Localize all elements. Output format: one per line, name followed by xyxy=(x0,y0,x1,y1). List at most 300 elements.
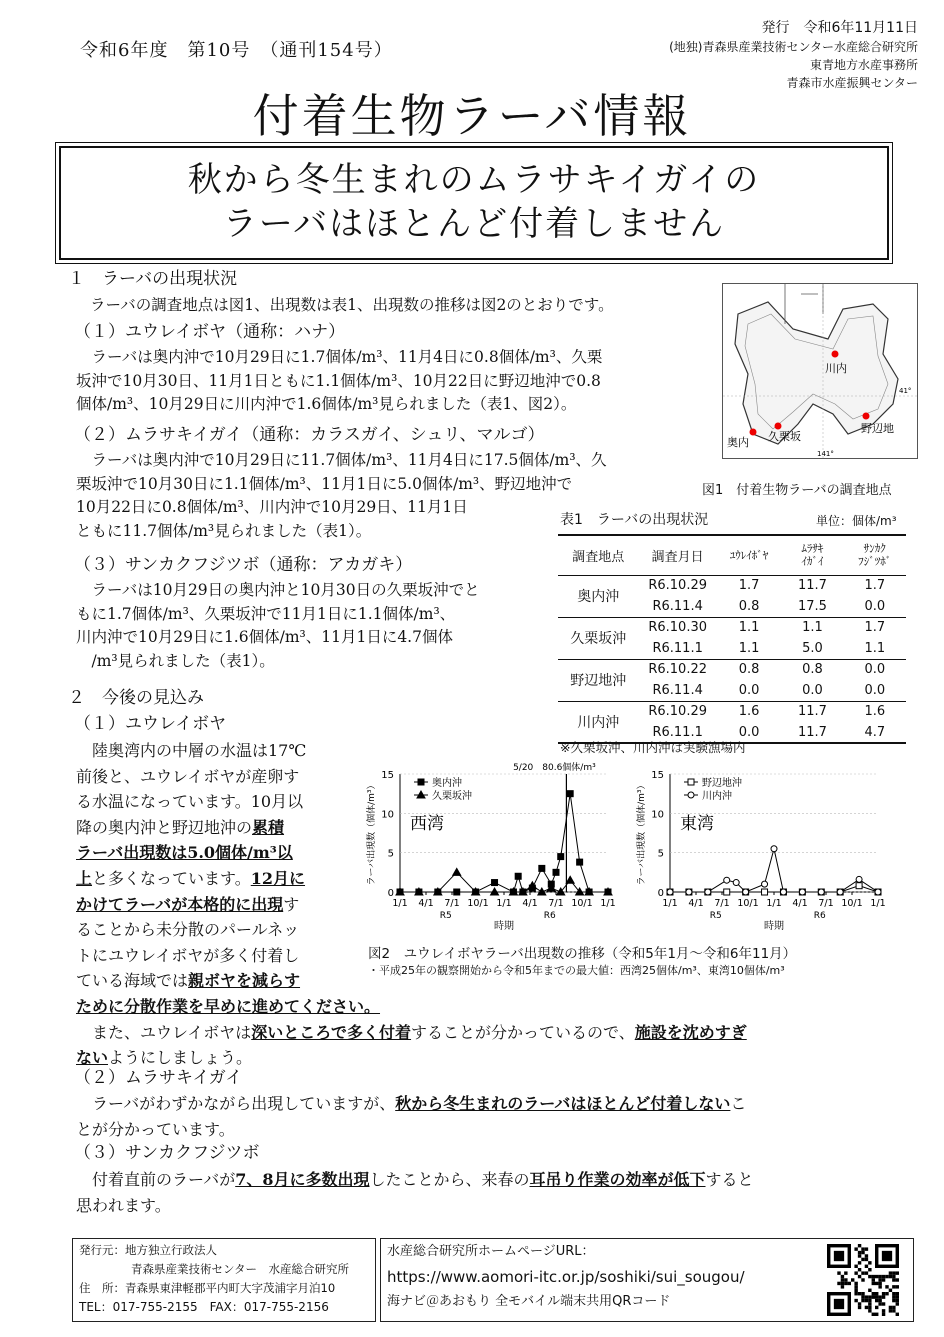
text-line: ラーバは奥内沖で10月29日に1.7個体/m³、11月4日に0.8個体/m³、久栗 xyxy=(76,348,603,366)
qr-code-icon[interactable] xyxy=(827,1244,899,1316)
data-point xyxy=(724,877,730,883)
inset-lines xyxy=(785,284,823,324)
qr-module xyxy=(872,1275,875,1278)
data-point xyxy=(875,889,881,895)
x-tick-label: 10/1 xyxy=(467,898,489,909)
qr-module xyxy=(896,1295,899,1298)
qr-module xyxy=(889,1289,892,1292)
survey-map xyxy=(722,283,918,459)
emphasis-above: 上 xyxy=(76,868,93,888)
qr-module xyxy=(858,1251,861,1254)
qr-module xyxy=(882,1295,885,1298)
x-tick-label: 10/1 xyxy=(841,898,863,909)
qr-module xyxy=(861,1258,864,1261)
text-line: もに1.7個体/m³、久栗坂沖で11月1日に1.1個体/m³、 xyxy=(76,604,456,623)
qr-module xyxy=(868,1306,871,1309)
qr-module xyxy=(878,1302,881,1305)
year-label: R6 xyxy=(543,911,556,921)
text-line: /m³見られました（表1）。 xyxy=(76,651,275,670)
s2-sub1-text-cont xyxy=(76,994,916,1071)
x-tick-label: 7/1 xyxy=(818,898,834,909)
map-label-kuguriza: 久栗坂 xyxy=(768,430,801,443)
x-tick-label: 1/1 xyxy=(496,898,512,909)
qr-module xyxy=(865,1258,868,1261)
qr-module xyxy=(875,1282,878,1285)
text-run: 降の奥内沖と野辺地沖の xyxy=(76,817,253,837)
page-title: 付着生物ラーバ情報 xyxy=(252,89,692,143)
legend-marker xyxy=(688,792,694,798)
qr-module xyxy=(844,1282,847,1285)
qr-module xyxy=(882,1309,885,1312)
legend-label: 久栗坂沖 xyxy=(432,791,472,802)
qr-module xyxy=(868,1268,871,1271)
text-line: ラーバは奥内沖で10月29日に11.7個体/m³、11月4日に17.5個体/m³、久 xyxy=(76,451,607,469)
data-point xyxy=(515,873,521,879)
qr-module xyxy=(875,1292,878,1295)
qr-module xyxy=(878,1285,881,1288)
date-cell: R6.10.29 xyxy=(648,704,707,720)
qr-module xyxy=(892,1285,895,1288)
qr-module xyxy=(878,1295,881,1298)
x-tick-label: 4/1 xyxy=(522,898,538,909)
qr-module xyxy=(854,1282,857,1285)
s2-sub1-heading: （１）ユウレイボヤ xyxy=(74,714,227,734)
text-line xyxy=(76,892,366,918)
issue-number: 令和6年度 第10号 （通刊154号） xyxy=(80,40,393,61)
headline-line-2: ラーバはほとんど付着しません xyxy=(222,204,726,244)
publisher-label: 発行元：地方独立行政法人 xyxy=(79,1243,217,1257)
qr-module xyxy=(861,1292,864,1295)
footer-web xyxy=(380,1238,914,1322)
org-research: (地独)青森県産業技術センター水産総合研究所 xyxy=(669,40,918,54)
value-cell: 0.0 xyxy=(864,682,886,698)
table-caption: 表1 ラーバの出現状況 xyxy=(560,512,709,528)
value-cell: 1.6 xyxy=(864,704,886,720)
table-row xyxy=(558,701,906,722)
data-point xyxy=(837,889,843,895)
headline-line-1: 秋から冬生まれのムラサキイガイの xyxy=(187,160,761,200)
qr-module xyxy=(882,1278,885,1281)
value-cell: 1.1 xyxy=(802,620,823,636)
data-point xyxy=(567,791,573,797)
qr-module xyxy=(889,1271,892,1274)
qr-module xyxy=(889,1275,892,1278)
emphasis-not: ない xyxy=(76,1048,109,1068)
qr-module xyxy=(861,1295,864,1298)
text-line xyxy=(76,866,366,892)
date-cell: R6.10.29 xyxy=(648,578,707,594)
qr-module xyxy=(892,1309,895,1312)
site-cell: 野辺地沖 xyxy=(570,673,627,689)
text-line: 坂沖で10月30日、11月1日ともに1.1個体/m³、10月22日に野辺地沖で0.8 xyxy=(76,371,601,390)
y-tick-label: 5 xyxy=(387,848,394,860)
value-cell: 0.0 xyxy=(864,598,886,614)
qr-module xyxy=(875,1306,878,1309)
col-header-site: 調査地点 xyxy=(572,549,625,565)
s2-sub3-text xyxy=(76,1167,916,1218)
table-note: ※久栗坂沖、川内沖は実験漁場内 xyxy=(560,740,746,755)
qr-module xyxy=(851,1278,854,1281)
s2-sub2-text xyxy=(76,1091,916,1142)
s2-sub1-text xyxy=(76,738,366,994)
y-axis-label: ラーバ出現数（個体/m³） xyxy=(637,780,647,886)
figure2-charts xyxy=(362,758,902,938)
s2-sub3-heading: （３）サンカクフジツボ xyxy=(74,1143,260,1163)
qr-module xyxy=(882,1302,885,1305)
emphasis-full-appearance: かけてラーバが本格的に出現 xyxy=(76,894,284,914)
text-line: ともに11.7個体/m³見られました（表1）。 xyxy=(76,521,372,540)
publisher-name: 青森県産業技術センター 水産総合研究所 xyxy=(131,1262,350,1276)
org-center: 青森市水産振興センター xyxy=(786,76,918,90)
col-header-sankaku-l2: ﾌｼﾞﾂﾎﾞ xyxy=(858,555,892,569)
text-line: とが分かっています。 xyxy=(76,1119,235,1139)
table-row xyxy=(558,617,906,638)
publisher-address: 住 所：青森県東津軽郡平内町大字茂浦字月泊10 xyxy=(79,1281,336,1295)
emphasis-line: ラーバ出現数は5.0個体/m³以 xyxy=(76,843,293,863)
qr-module xyxy=(892,1275,895,1278)
x-tick-label: 1/1 xyxy=(392,898,408,909)
data-point xyxy=(667,889,673,895)
bay-map-graphic xyxy=(723,284,917,458)
emphasis-autumn-winter: 秋から冬生まれのラーバはほとんど付着しない xyxy=(395,1094,731,1113)
data-point xyxy=(454,889,460,895)
legend-marker xyxy=(688,779,694,785)
qr-module xyxy=(889,1306,892,1309)
y-tick-label: 0 xyxy=(387,888,394,899)
date-cell: R6.10.30 xyxy=(648,620,707,636)
qr-module xyxy=(872,1282,875,1285)
text-line xyxy=(76,968,366,994)
site-marker-okunai xyxy=(750,429,757,436)
qr-module xyxy=(858,1244,861,1247)
qr-module xyxy=(861,1271,864,1274)
x-tick-label: 4/1 xyxy=(792,898,808,909)
qr-module xyxy=(896,1299,899,1302)
data-point xyxy=(558,854,564,860)
org-office: 東青地方水産事務所 xyxy=(809,58,918,72)
col-header-murasaki-l2: ｲｶﾞｲ xyxy=(801,555,824,569)
qr-module xyxy=(861,1278,864,1281)
y-tick-label: 10 xyxy=(381,809,394,821)
site-cell: 久栗坂沖 xyxy=(570,631,627,647)
y-tick-label: 15 xyxy=(651,770,664,781)
text-run: こ xyxy=(730,1094,747,1113)
x-tick-label: 1/1 xyxy=(870,898,886,909)
qr-module xyxy=(868,1309,871,1312)
table-row xyxy=(558,575,906,596)
value-cell: 1.7 xyxy=(864,578,886,594)
value-cell: 5.0 xyxy=(802,640,823,656)
qr-module xyxy=(865,1295,868,1298)
year-label: R5 xyxy=(709,911,722,921)
site-marker-kawauchi xyxy=(832,351,839,358)
qr-module xyxy=(868,1275,871,1278)
text-line: 川内沖で10月29日に1.6個体/m³、11月1日に4.7個体 xyxy=(76,628,453,646)
qr-module xyxy=(892,1271,895,1274)
x-tick-label: 10/1 xyxy=(737,898,759,909)
qr-module xyxy=(872,1278,875,1281)
site-marker-noheji xyxy=(863,413,870,420)
qr-module xyxy=(868,1289,871,1292)
s1-sub1-text xyxy=(76,346,716,417)
qr-module xyxy=(834,1251,844,1261)
qr-module xyxy=(854,1247,857,1250)
qr-module xyxy=(878,1299,881,1302)
chart-title: 西湾 xyxy=(410,814,444,834)
col-header-sankaku-l1: ｻﾝｶｸ xyxy=(863,542,886,556)
emphasis-line: ために分散作業を早めに進めてください。 xyxy=(76,997,381,1016)
text-line: 思われます。 xyxy=(76,1195,171,1215)
value-cell: 0.0 xyxy=(738,682,760,698)
text-run: と多くなっています。 xyxy=(92,868,251,888)
qr-module xyxy=(896,1313,899,1316)
url-label: 水産総合研究所ホームページURL： xyxy=(387,1244,595,1259)
value-cell: 1.1 xyxy=(738,620,760,636)
data-point xyxy=(856,876,862,882)
text-run: す xyxy=(283,894,300,914)
qr-module xyxy=(858,1306,861,1309)
qr-module xyxy=(858,1275,861,1278)
text-line xyxy=(76,815,366,841)
qr-module xyxy=(841,1275,844,1278)
qr-module xyxy=(858,1302,861,1305)
map-lat-label: 41° xyxy=(899,387,912,395)
value-cell: 1.6 xyxy=(738,704,760,720)
emphasis-july-august: 7、8月に多数出現 xyxy=(235,1170,370,1189)
data-point xyxy=(799,889,805,895)
qr-module xyxy=(892,1295,895,1298)
qr-note: 海ナビ＠あおもり 全モバイル端末共用QRコード xyxy=(387,1294,671,1309)
y-tick-label: 5 xyxy=(657,848,664,860)
qr-module xyxy=(896,1292,899,1295)
qr-module xyxy=(844,1278,847,1281)
data-point xyxy=(453,868,461,875)
s1-sub2-heading: （２）ムラサキイガイ（通称：カラスガイ、シュリ、マルゴ） xyxy=(74,425,545,445)
legend-label: 川内沖 xyxy=(702,791,732,802)
qr-module xyxy=(878,1278,881,1281)
col-header-yureiboya: ﾕｳﾚｲﾎﾞﾔ xyxy=(729,549,769,563)
col-header-murasaki xyxy=(781,535,843,575)
emphasis-efficiency: 耳吊り作業の効率が低下 xyxy=(529,1170,706,1189)
qr-module xyxy=(865,1265,868,1268)
y-axis-label: ラーバ出現数（個体/m³） xyxy=(367,780,377,886)
data-point xyxy=(705,889,711,895)
qr-module xyxy=(854,1299,857,1302)
year-label: R5 xyxy=(439,911,452,921)
text-run: ようにしましょう。 xyxy=(108,1048,253,1068)
emphasis-sink: 施設を沈めすぎ xyxy=(634,1022,747,1042)
data-point xyxy=(762,889,768,895)
data-point xyxy=(539,865,545,871)
qr-module xyxy=(854,1265,857,1268)
qr-module xyxy=(837,1271,840,1274)
website-link[interactable]: https://www.aomori-itc.or.jp/soshiki/sui_sougou/ xyxy=(387,1268,745,1286)
data-point xyxy=(856,883,862,889)
qr-module xyxy=(865,1271,868,1274)
emphasis-deep: 深いところで多く付着 xyxy=(251,1022,412,1042)
s1-sub1-heading: （１）ユウレイボヤ（通称：ハナ） xyxy=(74,322,346,342)
emphasis-cumulative: 累積 xyxy=(252,817,285,837)
value-cell: 1.1 xyxy=(864,640,886,656)
data-point xyxy=(762,881,768,887)
text-line: ることから未分散のパールネッ xyxy=(76,920,300,940)
qr-module xyxy=(872,1295,875,1298)
qr-module xyxy=(882,1275,885,1278)
qr-module xyxy=(892,1306,895,1309)
year-label: R6 xyxy=(813,911,826,921)
qr-module xyxy=(865,1254,868,1257)
qr-module xyxy=(885,1292,888,1295)
y-tick-label: 15 xyxy=(381,770,394,781)
x-tick-label: 7/1 xyxy=(714,898,730,909)
map-lon-label: 141° xyxy=(817,450,834,458)
figure2-caption: 図2 ユウレイボヤラーバ出現数の推移（令和5年1月～令和6年11月） xyxy=(368,946,797,962)
date-cell: R6.11.4 xyxy=(652,598,703,614)
publish-date: 発行 令和6年11月11日 xyxy=(761,20,918,36)
site-cell: 川内沖 xyxy=(577,714,620,731)
series-line xyxy=(400,794,608,892)
value-cell: 1.7 xyxy=(738,578,760,594)
map-caption: 図1 付着生物ラーバの調査地点 xyxy=(702,483,892,498)
qr-module xyxy=(896,1271,899,1274)
value-cell: 0.8 xyxy=(802,662,823,678)
date-cell: R6.11.1 xyxy=(652,724,703,740)
qr-module xyxy=(854,1271,857,1274)
value-cell: 4.7 xyxy=(864,724,886,740)
legend-label: 野辺地沖 xyxy=(702,778,742,789)
x-tick-label: 4/1 xyxy=(418,898,434,909)
y-tick-label: 10 xyxy=(651,809,664,821)
table-row xyxy=(558,659,906,680)
data-point xyxy=(818,889,824,895)
data-point xyxy=(743,889,749,895)
text-run: すると xyxy=(705,1170,754,1189)
qr-module xyxy=(882,1251,892,1261)
qr-module xyxy=(854,1289,857,1292)
qr-module xyxy=(837,1282,840,1285)
value-cell: 0.0 xyxy=(864,662,886,678)
data-point xyxy=(771,846,777,852)
footer-publisher xyxy=(72,1238,376,1322)
qr-module xyxy=(896,1278,899,1281)
s1-sub3-text xyxy=(76,579,556,673)
qr-module xyxy=(878,1275,881,1278)
value-cell: 1.1 xyxy=(738,640,760,656)
qr-module xyxy=(868,1261,871,1264)
qr-module xyxy=(868,1295,871,1298)
text-line: 10月22日に0.8個体/m³、川内沖で10月29日、11月1日 xyxy=(76,498,468,516)
x-tick-label: 7/1 xyxy=(444,898,460,909)
x-axis-label: 時期 xyxy=(764,921,784,932)
qr-module xyxy=(872,1313,875,1316)
x-tick-label: 4/1 xyxy=(688,898,704,909)
qr-module xyxy=(896,1302,899,1305)
text-line: 陸奥湾内の中層の水温は17℃ xyxy=(76,741,307,760)
series-line xyxy=(400,872,608,892)
qr-module xyxy=(885,1285,888,1288)
qr-module xyxy=(875,1295,878,1298)
qr-module xyxy=(834,1299,844,1309)
section-1-intro: ラーバの調査地点は図1、出現数は表1、出現数の推移は図2のとおりです。 xyxy=(90,296,614,314)
qr-module xyxy=(882,1313,885,1316)
qr-module xyxy=(854,1292,857,1295)
col-header-murasaki-l1: ﾑﾗｻｷ xyxy=(801,542,824,556)
qr-module xyxy=(841,1285,844,1288)
qr-module xyxy=(865,1299,868,1302)
legend-label: 奥内沖 xyxy=(432,778,462,789)
text-run: また、ユウレイボヤは xyxy=(76,1022,252,1042)
text-run: することが分かっているので、 xyxy=(411,1022,635,1042)
col-header-date: 調査月日 xyxy=(651,549,704,565)
value-cell: 0.8 xyxy=(738,598,760,614)
y-tick-label: 0 xyxy=(657,888,664,899)
qr-module xyxy=(889,1309,892,1312)
qr-module xyxy=(865,1247,868,1250)
data-point xyxy=(780,889,786,895)
site-cell: 奥内沖 xyxy=(577,589,620,605)
x-tick-label: 10/1 xyxy=(571,898,593,909)
headline-box xyxy=(59,146,889,260)
qr-module xyxy=(861,1299,864,1302)
qr-module xyxy=(841,1282,844,1285)
text-line: 個体/m³、10月29日に川内沖で1.6個体/m³見られました（表1、図2）。 xyxy=(76,395,577,413)
series-line xyxy=(670,886,878,892)
date-cell: R6.10.22 xyxy=(648,662,707,678)
section-2-heading: ２ 今後の見込み xyxy=(68,688,204,708)
qr-module xyxy=(854,1285,857,1288)
qr-module xyxy=(858,1292,861,1295)
value-cell: 0.0 xyxy=(738,724,760,740)
data-point xyxy=(733,880,739,886)
text-run: ラーバがわずかながら出現していますが、 xyxy=(76,1094,396,1113)
qr-module xyxy=(868,1299,871,1302)
map-label-noheji: 野辺地 xyxy=(861,422,894,435)
value-cell: 0.8 xyxy=(738,662,760,678)
figure2-note: ・平成25年の観察開始から令和5年までの最大値：西湾25個体/m³、東湾10個体/m³ xyxy=(368,964,785,977)
s1-sub3-heading: （３）サンカクフジツボ（通称：アカガキ） xyxy=(74,555,413,575)
qr-module xyxy=(872,1292,875,1295)
x-tick-label: 1/1 xyxy=(662,898,678,909)
text-line xyxy=(76,1167,916,1193)
text-line: 栗坂沖で10月30日に1.1個体/m³、11月1日に5.0個体/m³、野辺地沖で xyxy=(76,474,573,493)
qr-module xyxy=(875,1299,878,1302)
emphasis-december: 12月に xyxy=(250,868,306,888)
x-tick-label: 7/1 xyxy=(548,898,564,909)
qr-module xyxy=(844,1271,847,1274)
qr-module xyxy=(848,1282,851,1285)
table-unit: 単位：個体/m³ xyxy=(816,514,897,528)
s2-sub2-heading: （２）ムラサキイガイ xyxy=(74,1068,243,1088)
data-point xyxy=(686,889,692,895)
qr-module xyxy=(892,1278,895,1281)
data-point xyxy=(566,876,574,883)
value-cell: 11.7 xyxy=(797,578,827,594)
text-run: ている海域では xyxy=(76,971,189,991)
text-line xyxy=(76,1091,916,1117)
qr-module xyxy=(858,1268,861,1271)
qr-module xyxy=(861,1247,864,1250)
qr-module xyxy=(875,1275,878,1278)
x-tick-label: 1/1 xyxy=(600,898,616,909)
series-line xyxy=(670,849,878,892)
site-marker-kuguriza xyxy=(775,423,782,430)
publisher-phone: TEL：017-755-2155 FAX：017-755-2156 xyxy=(79,1300,329,1314)
text-line xyxy=(76,1020,916,1046)
emphasis-reduce: 親ボヤを減らす xyxy=(188,971,301,991)
value-cell: 11.7 xyxy=(797,724,827,740)
qr-module xyxy=(841,1278,844,1281)
col-header-sankaku xyxy=(844,535,906,575)
